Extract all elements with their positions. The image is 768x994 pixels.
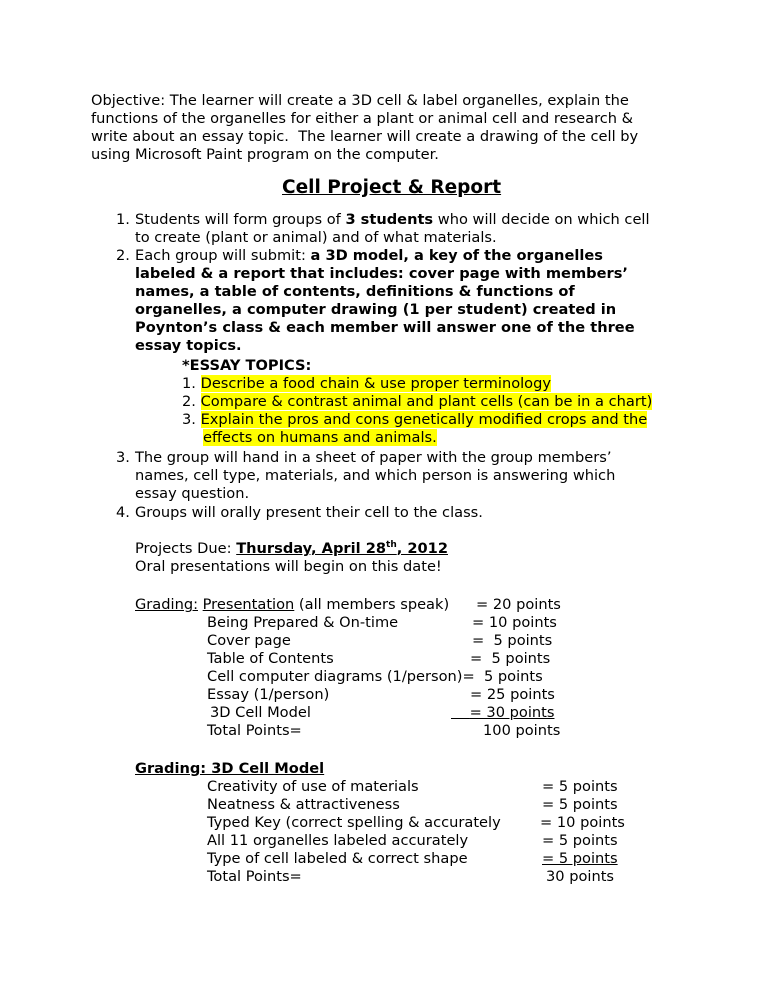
grading2-points: = 10 points (540, 814, 625, 831)
essay-topic-text: Compare & contrast animal and plant cells (can be in a chart) (200, 393, 653, 410)
grading1-item: 3D Cell Model (210, 704, 311, 721)
grading2-item: Typed Key (correct spelling & accurately (207, 814, 501, 831)
grading2-item: Type of cell labeled & correct shape (207, 850, 468, 867)
grading2-heading: Grading: 3D Cell Model (135, 760, 325, 777)
essay-topic-3 (182, 411, 647, 429)
essay-topics-heading: *ESSAY TOPICS: (182, 357, 312, 374)
item1-text-post: who will decide on which cell (433, 211, 650, 228)
grading1-points: = 25 points (470, 686, 555, 703)
grading2-item: Neatness & attractiveness (207, 796, 400, 813)
due-date: Thursday, April 28th, 2012 (236, 540, 448, 557)
grading1-points: = 10 points (472, 614, 557, 631)
list-number-3: 3. (116, 449, 130, 466)
item3-line: names, cell type, materials, and which person is answering which (135, 467, 616, 484)
essay-topic-number: 3. (182, 411, 196, 428)
essay-topic-text: effects on humans and animals. (203, 429, 437, 446)
item2-line1 (135, 247, 603, 265)
essay-topic-3-cont (203, 429, 437, 447)
objective-line-3: write about an essay topic. The learner will create a drawing of the cell by (91, 128, 639, 145)
essay-topic-text: Describe a food chain & use proper terminology (200, 375, 552, 392)
grading1-points: = 5 points (472, 632, 553, 649)
list-number-2: 2. (116, 247, 130, 264)
item4-line: Groups will orally present their cell to the class. (135, 504, 483, 521)
due-note: Oral presentations will begin on this date! (135, 558, 442, 575)
objective-line-1: Objective: The learner will create a 3D cell & label organelles, explain the (91, 92, 629, 109)
item1-text-pre: Students will form groups of (135, 211, 346, 228)
item2-text-pre: Each group will submit: (135, 247, 311, 264)
grading1-first-suffix: (all members speak) (294, 596, 450, 613)
item1-text-bold: 3 students (345, 211, 434, 228)
grading2-total-points: 30 points (546, 868, 615, 885)
grading2-points: = 5 points (542, 796, 618, 813)
page-title: Cell Project & Report (282, 177, 502, 198)
item2-text-bold: a 3D model, a key of the organelles (310, 247, 603, 264)
grading1-item: Essay (1/person) (207, 686, 330, 703)
list-number-1: 1. (116, 211, 130, 228)
grading1-total-points: 100 points (483, 722, 561, 739)
essay-topic-number: 1. (182, 375, 196, 392)
item2-bold-line: labeled & a report that includes: cover page with members’ (135, 265, 628, 282)
grading1-item: Cell computer diagrams (1/person)= 5 points (207, 668, 543, 685)
essay-topic-text: Explain the pros and cons genetically modified crops and the (200, 411, 648, 428)
essay-topic-number: 2. (182, 393, 196, 410)
grading1-points: = 5 points (470, 650, 551, 667)
grading1-item: Being Prepared & On-time (207, 614, 399, 631)
item1-line2: to create (plant or animal) and of what materials. (135, 229, 497, 246)
grading2-total-label: Total Points= (207, 868, 302, 885)
grading1-first-row (135, 596, 449, 614)
grading1-item: Cover page (207, 632, 291, 649)
grading2-item: All 11 organelles labeled accurately (207, 832, 469, 849)
item2-bold-line: essay topics. (135, 337, 242, 354)
grading1-total-label: Total Points= (207, 722, 302, 739)
objective-line-4: using Microsoft Paint program on the computer. (91, 146, 439, 163)
item3-line: essay question. (135, 485, 250, 502)
due-label: Projects Due: (135, 540, 237, 557)
grading1-points: = 30 points (469, 704, 555, 721)
item2-bold-line: Poynton’s class & each member will answer one of the three (135, 319, 635, 336)
grading2-points: = 5 points (542, 832, 618, 849)
grading1-item: Table of Contents (207, 650, 334, 667)
grading1-first-points: = 20 points (476, 596, 561, 613)
item2-bold-line: names, a table of contents, definitions & functions of (135, 283, 575, 300)
item3-line: The group will hand in a sheet of paper with the group members’ (135, 449, 612, 466)
grading1-first-item: Presentation (202, 596, 295, 613)
item1-line1 (135, 211, 650, 229)
item2-bold-line: organelles, a computer drawing (1 per student) created in (135, 301, 617, 318)
essay-topic-2 (182, 393, 652, 411)
projects-due (135, 540, 448, 558)
grading2-points: = 5 points (542, 778, 618, 795)
essay-topic-1 (182, 375, 551, 393)
grading1-label: Grading: (135, 596, 198, 613)
grading2-points: = 5 points (542, 850, 618, 867)
objective-line-2: functions of the organelles for either a plant or animal cell and research & (91, 110, 634, 127)
list-number-4: 4. (116, 504, 130, 521)
grading2-item: Creativity of use of materials (207, 778, 419, 795)
